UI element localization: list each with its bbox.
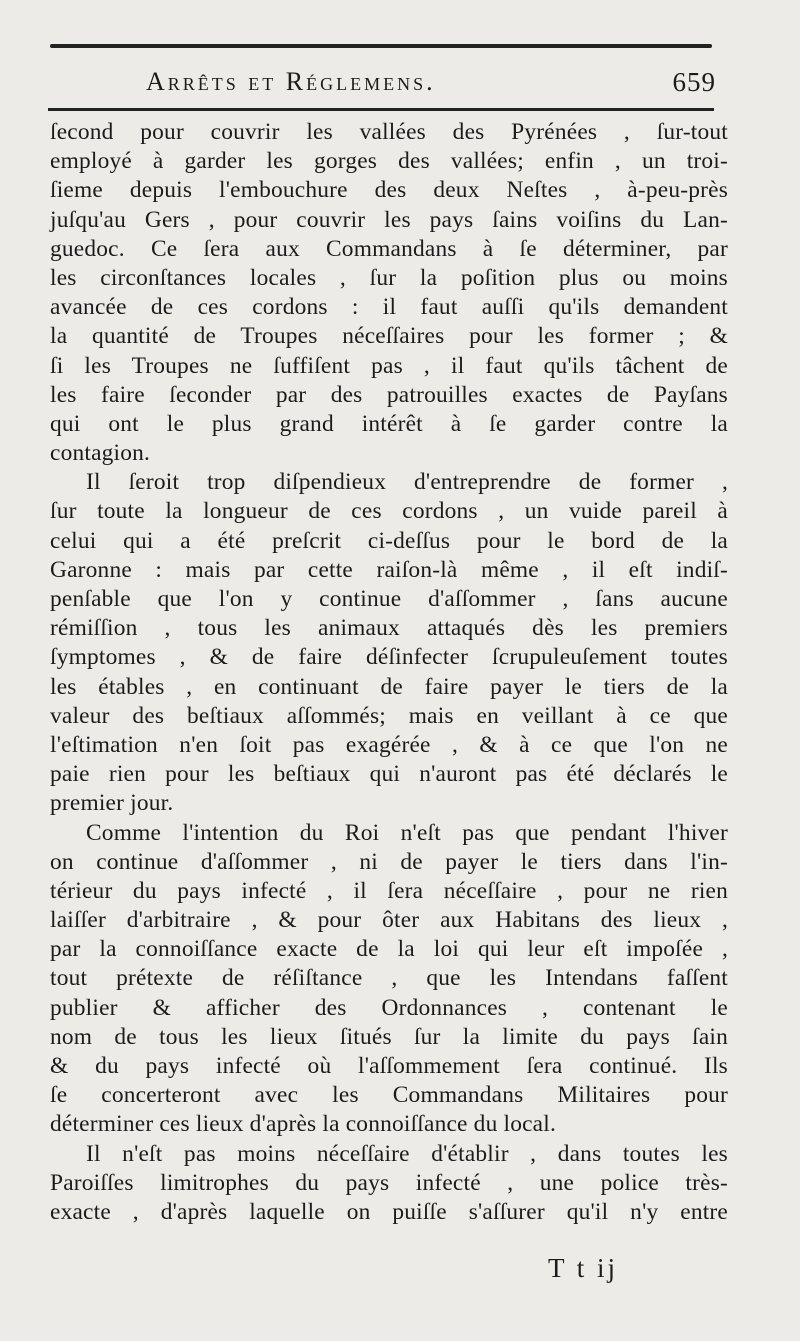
running-title: Arrêts et Réglemens. (146, 67, 436, 96)
header-rule-top (50, 44, 712, 48)
text-line: publier & afficher des Ordonnances , contenant le (50, 994, 728, 1021)
text-line: térieur du pays infecté , il ſera néceſſaire , pour ne rien (50, 877, 728, 904)
text-line: nom de tous les lieux ſitués ſur la limite du pays ſain (50, 1023, 728, 1050)
text-line: & du pays infecté où l'aſſommement ſera continué. Ils (50, 1053, 728, 1079)
text-line: ſymptomes , & de faire déſinfecter ſcrupuleuſement toutes (50, 644, 728, 671)
text-line: valeur des beſtiaux aſſommés; mais en veillant à ce que (50, 702, 728, 729)
text-line: guedoc. Ce ſera aux Commandans à ſe déterminer, par (50, 235, 728, 262)
text-line: par la connoiſſance exacte de la loi qui leur eſt impoſée , (50, 936, 728, 963)
text-line: les circonſtances locales , ſur la poſition plus ou moins (50, 264, 728, 291)
text-line: ſieme depuis l'embouchure des deux Neſtes , à-peu-près (50, 177, 728, 204)
text-line: déterminer ces lieux d'après la connoiſſance du local. (50, 1111, 557, 1138)
text-line: l'eſtimation n'en ſoit pas exagérée , & à ce que l'on ne (50, 731, 728, 758)
text-line: Comme l'intention du Roi n'eſt pas que pendant l'hiver (86, 819, 728, 846)
text-line: tout prétexte de réſiſtance , que les Intendans faſſent (50, 965, 728, 992)
text-line: on continue d'aſſommer , ni de payer le tiers dans l'in- (50, 848, 728, 875)
text-line: Il n'eſt pas moins néceſſaire d'établir , dans toutes les (86, 1140, 728, 1167)
text-line: penſable que l'on y continue d'aſſommer , ſans aucune (50, 586, 728, 612)
text-line: paie rien pour les beſtiaux qui n'auront pas été déclarés le (50, 761, 728, 788)
text-line: contagion. (50, 440, 151, 467)
text-line: premier jour. (50, 790, 174, 817)
body-text (50, 118, 728, 1227)
text-line: celui qui a été preſcrit ci-deſſus pour le bord de la (50, 527, 728, 554)
text-line: Garonne : mais par cette raiſon-là même , il eſt indiſ- (50, 556, 728, 583)
text-line: ſecond pour couvrir les vallées des Pyrénées , ſur-tout (50, 119, 728, 145)
text-line: les étables , en continuant de faire payer le tiers de la (50, 673, 728, 700)
text-line: les faire ſeconder par des patrouilles exactes de Payſans (50, 381, 728, 408)
text-line: ſi les Troupes ne ſuffiſent pas , il faut qu'ils tâchent de (50, 352, 728, 379)
text-line: Il ſeroit trop diſpendieux d'entreprendre de former , (86, 469, 728, 496)
text-line: ſe concerteront avec les Commandans Militaires pour (50, 1082, 728, 1109)
text-line: employé à garder les gorges des vallées; enfin , un troi- (50, 148, 728, 175)
text-line: exacte , d'après laquelle on puiſſe s'aſſurer qu'il n'y entre (50, 1198, 728, 1225)
running-header (146, 64, 716, 100)
text-line: rémiſſion , tous les animaux attaqués dès les premiers (50, 615, 728, 642)
text-line: laiſſer d'arbitraire , & pour ôter aux Habitans des lieux , (50, 907, 728, 934)
signature-mark: T t ij (548, 1253, 619, 1283)
text-line: qui ont le plus grand intérêt à ſe garder contre la (50, 410, 728, 437)
text-line: avancée de ces cordons : il faut auſſi qu'ils demandent (50, 294, 728, 321)
page-number: 659 (672, 66, 716, 97)
text-line: juſqu'au Gers , pour couvrir les pays ſains voiſins du Lan- (50, 206, 728, 233)
header-rule-bottom (48, 108, 714, 111)
text-line: Paroiſſes limitrophes du pays infecté , une police très- (50, 1169, 728, 1196)
text-line: la quantité de Troupes néceſſaires pour les former ; & (50, 323, 728, 350)
text-line: ſur toute la longueur de ces cordons , un vuide pareil à (50, 498, 728, 525)
